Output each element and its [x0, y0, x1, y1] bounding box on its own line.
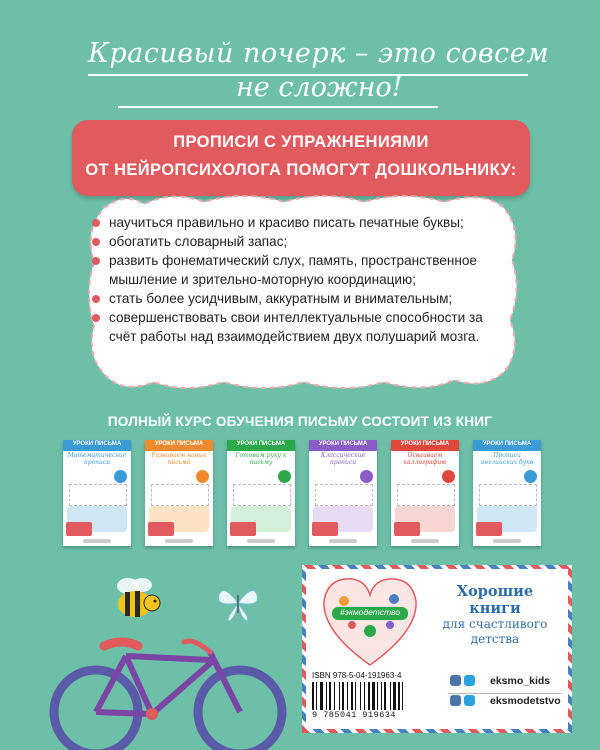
bullet-dot	[92, 295, 100, 303]
list-item: развить фонематический слух, память, пространственное мышление и зрительно-моторную координацию;	[92, 251, 512, 289]
barcode-bar	[393, 682, 396, 710]
barcode-bar	[316, 682, 317, 710]
publisher-logo	[493, 539, 521, 543]
book-cover	[145, 440, 213, 546]
book-cover	[391, 440, 459, 546]
exercise-area	[315, 484, 373, 506]
book-header: УРОКИ ПИСЬМА	[145, 440, 213, 451]
headline-banner	[72, 120, 530, 196]
bullet-dot	[92, 314, 100, 322]
social-handle[interactable]: eksmodetstvo	[490, 695, 561, 707]
barcode-bar	[334, 682, 335, 710]
tagline	[88, 38, 550, 106]
course-title: ПОЛНЫЙ КУРС ОБУЧЕНИЯ ПИСЬМУ СОСТОИТ ИЗ КНИГ	[107, 414, 493, 429]
social-row	[448, 693, 566, 713]
publisher-logo	[247, 539, 275, 543]
barcode-bar	[364, 682, 365, 710]
exercise-area	[479, 484, 537, 506]
telegram-icon	[464, 695, 475, 706]
slogan-line: для счастливого	[442, 617, 548, 631]
bullet-dot	[92, 238, 100, 246]
book-title: Осваиваем каллиграфию	[403, 452, 447, 466]
barcode-bar	[347, 682, 348, 710]
barcode-bar	[355, 682, 356, 710]
neuro-badge	[66, 522, 92, 536]
book-title: Классические прописи	[320, 452, 366, 466]
barcode-bar	[390, 682, 391, 710]
barcode-bar	[368, 682, 370, 710]
publisher-logo	[83, 539, 111, 543]
barcode-bar	[329, 682, 331, 710]
book-cover	[309, 440, 377, 546]
tagline-line-2: не сложно!	[236, 72, 403, 103]
barcode-bar	[377, 682, 378, 710]
book-cover	[63, 440, 131, 546]
book-title: Готовим руку к письму	[235, 452, 287, 466]
book-cover	[473, 440, 541, 546]
book-cover	[227, 440, 295, 546]
benefits-list	[92, 213, 512, 346]
exercise-area	[151, 484, 209, 506]
telegram-icon	[464, 675, 475, 686]
list-item: стать более усидчивым, аккуратным и внимательным;	[92, 289, 512, 308]
brand-tag: #экмодетство	[339, 607, 401, 617]
barcode-bar	[398, 682, 400, 710]
social-handle[interactable]: eksmo_kids	[490, 675, 551, 687]
neuro-badge	[230, 522, 256, 536]
publisher-logo	[329, 539, 357, 543]
social-row	[448, 673, 566, 693]
neuro-badge	[312, 522, 338, 536]
vk-icon	[450, 675, 461, 686]
barcode-bar	[360, 682, 361, 710]
book-header: УРОКИ ПИСЬМА	[309, 440, 377, 451]
barcode-bar	[312, 682, 314, 710]
book-title: Прописи английских букв	[480, 452, 534, 466]
slogan-line: книги	[469, 600, 521, 617]
publisher-logo	[165, 539, 193, 543]
barcode-bar	[320, 682, 323, 710]
book-header: УРОКИ ПИСЬМА	[473, 440, 541, 451]
isbn-text: ISBN 978-5-04-191963-4	[312, 671, 402, 680]
book-title: Развиваем навык письма	[151, 452, 207, 466]
headline-line-1: ПРОПИСИ С УПРАЖНЕНИЯМИ	[173, 133, 429, 151]
headline-line-2: ОТ НЕЙРОПСИХОЛОГА ПОМОГУТ ДОШКОЛЬНИКУ:	[85, 161, 517, 179]
slogan-line: Хорошие	[456, 583, 534, 600]
age-badge	[524, 470, 537, 483]
heart-logo-icon	[314, 575, 426, 671]
book-header: УРОКИ ПИСЬМА	[63, 440, 131, 451]
age-badge	[442, 470, 455, 483]
book-header: УРОКИ ПИСЬМА	[227, 440, 295, 451]
neuro-badge	[394, 522, 420, 536]
barcode-bar	[372, 682, 375, 710]
age-badge	[278, 470, 291, 483]
bullet-dot	[92, 219, 100, 227]
tagline-line-1: Красивый почерк – это совсем	[88, 38, 550, 69]
tagline-underline	[118, 106, 438, 108]
barcode-bar	[402, 682, 403, 710]
barcode-number: 9 785041 919634	[312, 710, 397, 720]
divider	[448, 693, 562, 694]
age-badge	[360, 470, 373, 483]
book-title: Математические прописи	[67, 452, 127, 466]
list-item: обогатить словарный запас;	[92, 232, 512, 251]
barcode-bar	[326, 682, 327, 710]
barcode-bar	[381, 682, 382, 710]
exercise-area	[233, 484, 291, 506]
list-item: научиться правильно и красиво писать печатные буквы;	[92, 213, 512, 232]
publisher-logo	[411, 539, 439, 543]
bullet-dot	[92, 257, 100, 265]
exercise-area	[397, 484, 455, 506]
age-badge	[114, 470, 127, 483]
book-header: УРОКИ ПИСЬМА	[391, 440, 459, 451]
neuro-badge	[476, 522, 502, 536]
neuro-badge	[148, 522, 174, 536]
list-item: совершенствовать свои интеллектуальные способности за счёт работы над взаимодействием двух полушарий мозга.	[92, 308, 512, 346]
imprint-slogan	[430, 583, 560, 647]
barcode-bar	[339, 682, 340, 710]
book-series-row	[63, 440, 541, 546]
imprint-card	[302, 565, 572, 733]
vk-icon	[450, 695, 461, 706]
bicycle-illustration	[34, 612, 294, 750]
barcode-bar	[384, 682, 386, 710]
barcode	[312, 682, 428, 712]
exercise-area	[69, 484, 127, 506]
barcode-bar	[342, 682, 344, 710]
slogan-line: детства	[470, 632, 520, 646]
age-badge	[196, 470, 209, 483]
barcode-bar	[351, 682, 353, 710]
